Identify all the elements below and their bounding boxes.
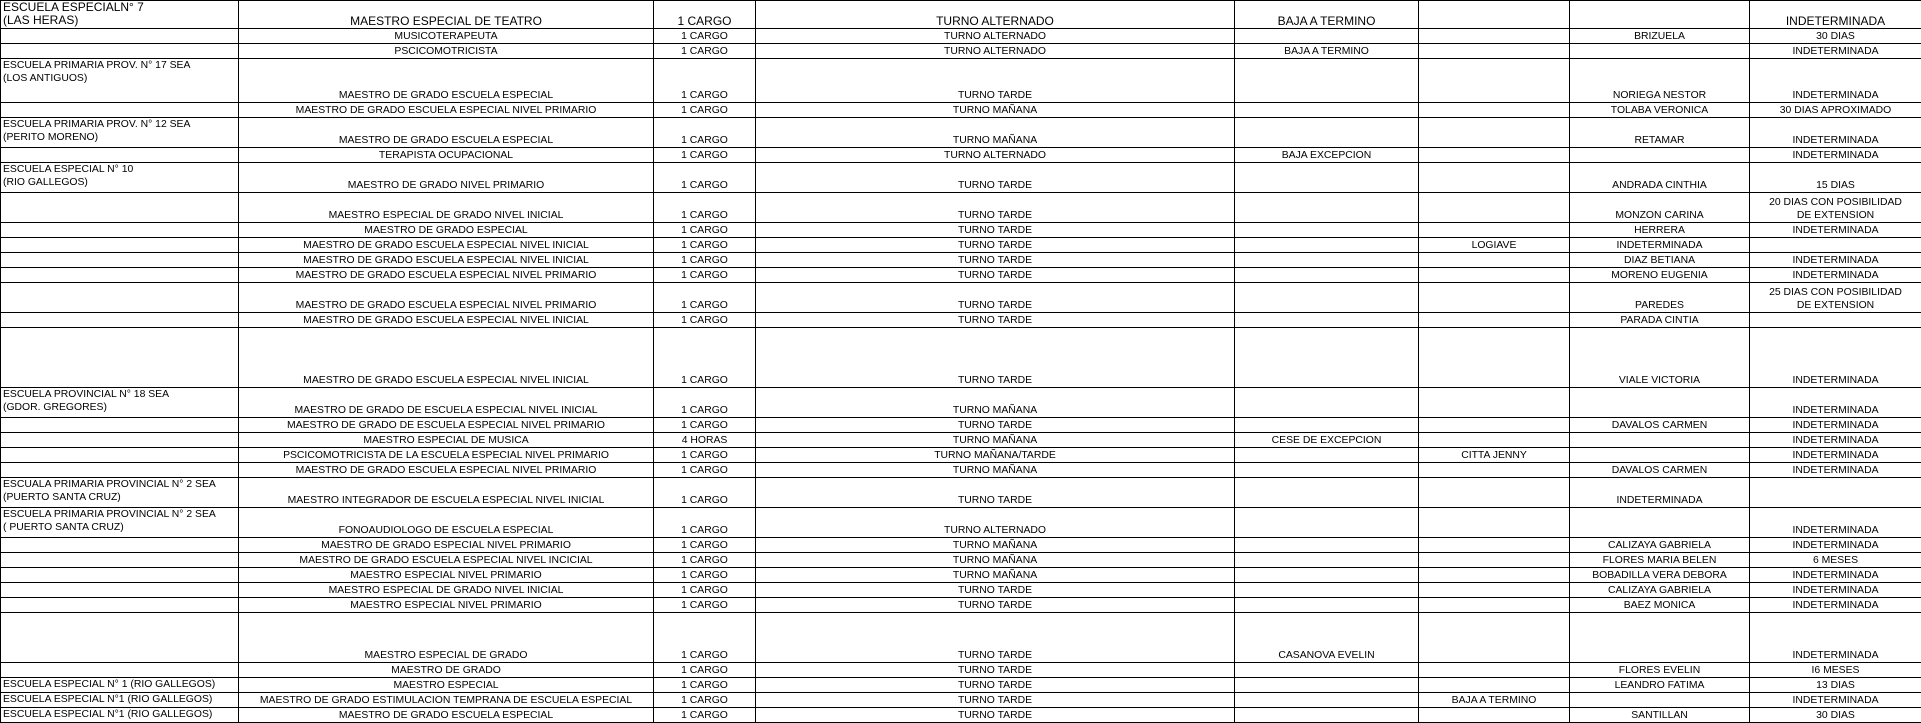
cell-reason[interactable] (1235, 508, 1419, 538)
cell-quantity[interactable]: 1 CARGO (654, 328, 756, 388)
cell-reason[interactable] (1235, 598, 1419, 613)
cell-position[interactable]: MAESTRO DE GRADO DE ESCUELA ESPECIAL NIVEL INICIAL (239, 388, 654, 418)
table-row (1, 508, 1921, 538)
cell-school[interactable] (1, 29, 239, 44)
cell-reason[interactable]: BAJA EXCEPCION (1235, 148, 1419, 163)
cell-duration[interactable]: 20 DIAS CON POSIBILIDAD DE EXTENSION (1750, 193, 1921, 223)
cell-position[interactable]: TERAPISTA OCUPACIONAL (239, 148, 654, 163)
cell-shift[interactable]: TURNO ALTERNADO (756, 1, 1235, 29)
cell-reason[interactable] (1235, 388, 1419, 418)
cell-shift[interactable]: TURNO TARDE (756, 193, 1235, 223)
cell-position[interactable]: MUSICOTERAPEUTA (239, 29, 654, 44)
cell-column-f[interactable] (1419, 418, 1570, 433)
cell-duration[interactable]: INDETERMINADA (1750, 268, 1921, 283)
cell-school[interactable] (1, 538, 239, 553)
cell-duration[interactable]: INDETERMINADA (1750, 448, 1921, 463)
cell-holder[interactable]: CALIZAYA GABRIELA (1570, 538, 1750, 553)
cell-duration[interactable]: INDETERMINADA (1750, 568, 1921, 583)
cell-reason[interactable] (1235, 193, 1419, 223)
table-row (1, 598, 1921, 613)
cell-holder[interactable]: DAVALOS CARMEN (1570, 463, 1750, 478)
cell-column-f[interactable] (1419, 328, 1570, 388)
cell-holder[interactable]: ANDRADA CINTHIA (1570, 163, 1750, 193)
table-row (1, 568, 1921, 583)
cell-quantity[interactable]: 1 CARGO (654, 553, 756, 568)
cell-shift[interactable]: TURNO TARDE (756, 163, 1235, 193)
cell-reason[interactable] (1235, 59, 1419, 103)
cell-reason[interactable]: BAJA A TERMINO (1235, 1, 1419, 29)
cell-quantity[interactable]: 1 CARGO (654, 1, 756, 29)
cell-position[interactable]: MAESTRO ESPECIAL NIVEL PRIMARIO (239, 568, 654, 583)
cell-quantity[interactable]: 1 CARGO (654, 103, 756, 118)
cell-quantity[interactable]: 1 CARGO (654, 478, 756, 508)
cell-quantity[interactable]: 1 CARGO (654, 388, 756, 418)
cell-holder[interactable] (1570, 433, 1750, 448)
cell-shift[interactable]: TURNO ALTERNADO (756, 508, 1235, 538)
cell-quantity[interactable]: 1 CARGO (654, 148, 756, 163)
cell-position[interactable]: MAESTRO DE GRADO ESCUELA ESPECIAL NIVEL PRIMARIO (239, 103, 654, 118)
cell-position[interactable]: MAESTRO DE GRADO ESCUELA ESPECIAL NIVEL INICIAL (239, 328, 654, 388)
cell-school[interactable] (1, 268, 239, 283)
cell-quantity[interactable]: 1 CARGO (654, 568, 756, 583)
cell-quantity[interactable]: 1 CARGO (654, 29, 756, 44)
cell-shift[interactable]: TURNO TARDE (756, 708, 1235, 723)
cell-reason[interactable] (1235, 418, 1419, 433)
cell-school[interactable] (1, 103, 239, 118)
cell-quantity[interactable]: 1 CARGO (654, 538, 756, 553)
table-row (1, 433, 1921, 448)
cell-duration[interactable]: 13 DIAS (1750, 678, 1921, 693)
cell-holder[interactable]: CALIZAYA GABRIELA (1570, 583, 1750, 598)
cell-shift[interactable]: TURNO MAÑANA (756, 553, 1235, 568)
cell-position[interactable]: MAESTRO DE GRADO ESCUELA ESPECIAL (239, 118, 654, 148)
table-row (1, 118, 1921, 148)
table-row (1, 103, 1921, 118)
cell-shift[interactable]: TURNO MAÑANA (756, 118, 1235, 148)
cell-column-f[interactable] (1419, 193, 1570, 223)
cell-reason[interactable] (1235, 463, 1419, 478)
cell-duration[interactable]: INDETERMINADA (1750, 463, 1921, 478)
cell-holder[interactable]: BRIZUELA (1570, 29, 1750, 44)
cell-quantity[interactable]: 1 CARGO (654, 59, 756, 103)
cell-shift[interactable]: TURNO TARDE (756, 663, 1235, 678)
cell-duration[interactable]: INDETERMINADA (1750, 253, 1921, 268)
cell-reason[interactable] (1235, 328, 1419, 388)
cell-holder[interactable]: RETAMAR (1570, 118, 1750, 148)
cell-column-f[interactable] (1419, 313, 1570, 328)
cell-reason[interactable] (1235, 163, 1419, 193)
cell-quantity[interactable]: 1 CARGO (654, 598, 756, 613)
cell-position[interactable]: MAESTRO ESPECIAL DE TEATRO (239, 1, 654, 29)
table-row (1, 678, 1921, 693)
cell-holder[interactable]: BOBADILLA VERA DEBORA (1570, 568, 1750, 583)
cell-column-f[interactable] (1419, 148, 1570, 163)
cell-school[interactable] (1, 328, 239, 388)
cell-duration[interactable]: INDETERMINADA (1750, 118, 1921, 148)
cell-column-f[interactable] (1419, 388, 1570, 418)
cell-shift[interactable]: TURNO ALTERNADO (756, 148, 1235, 163)
cell-duration[interactable] (1750, 478, 1921, 508)
cell-position[interactable]: MAESTRO DE GRADO ESCUELA ESPECIAL NIVEL PRIMARIO (239, 268, 654, 283)
cell-shift[interactable]: TURNO TARDE (756, 59, 1235, 103)
cell-quantity[interactable]: 1 CARGO (654, 223, 756, 238)
cell-school[interactable] (1, 568, 239, 583)
cell-column-f[interactable] (1419, 478, 1570, 508)
cell-duration[interactable]: 30 DIAS (1750, 29, 1921, 44)
cell-shift[interactable]: TURNO TARDE (756, 238, 1235, 253)
cell-holder[interactable]: TOLABA VERONICA (1570, 103, 1750, 118)
cell-column-f[interactable]: CITTA JENNY (1419, 448, 1570, 463)
cell-column-f[interactable] (1419, 1, 1570, 29)
cell-position[interactable]: MAESTRO DE GRADO (239, 663, 654, 678)
cell-school[interactable] (1, 418, 239, 433)
cell-reason[interactable] (1235, 103, 1419, 118)
cell-reason[interactable] (1235, 538, 1419, 553)
cell-shift[interactable]: TURNO ALTERNADO (756, 29, 1235, 44)
cell-quantity[interactable]: 1 CARGO (654, 418, 756, 433)
cell-position[interactable]: MAESTRO DE GRADO ESCUELA ESPECIAL NIVEL INCICIAL (239, 553, 654, 568)
cell-duration[interactable]: INDETERMINADA (1750, 223, 1921, 238)
cell-duration[interactable]: INDETERMINADA (1750, 538, 1921, 553)
cell-reason[interactable]: CASANOVA EVELIN (1235, 613, 1419, 663)
cell-column-f[interactable] (1419, 583, 1570, 598)
cell-column-f[interactable] (1419, 253, 1570, 268)
cell-quantity[interactable]: 1 CARGO (654, 238, 756, 253)
cell-quantity[interactable]: 1 CARGO (654, 193, 756, 223)
cell-reason[interactable] (1235, 553, 1419, 568)
cell-position[interactable]: MAESTRO ESPECIAL (239, 678, 654, 693)
cell-shift[interactable]: TURNO TARDE (756, 313, 1235, 328)
cell-shift[interactable]: TURNO MAÑANA (756, 388, 1235, 418)
cell-school[interactable] (1, 598, 239, 613)
cell-reason[interactable] (1235, 478, 1419, 508)
cell-reason[interactable] (1235, 223, 1419, 238)
cell-reason[interactable] (1235, 568, 1419, 583)
cell-column-f[interactable] (1419, 103, 1570, 118)
cell-duration[interactable] (1750, 313, 1921, 328)
cell-shift[interactable]: TURNO TARDE (756, 283, 1235, 313)
cell-position[interactable]: MAESTRO INTEGRADOR DE ESCUELA ESPECIAL NIVEL INICIAL (239, 478, 654, 508)
cell-quantity[interactable]: 1 CARGO (654, 613, 756, 663)
cell-position[interactable]: MAESTRO DE GRADO NIVEL PRIMARIO (239, 163, 654, 193)
cell-reason[interactable] (1235, 693, 1419, 708)
cell-holder[interactable] (1570, 1, 1750, 29)
table-row (1, 388, 1921, 418)
cell-shift[interactable]: TURNO TARDE (756, 693, 1235, 708)
cell-school[interactable] (1, 148, 239, 163)
table-row (1, 148, 1921, 163)
cell-quantity[interactable]: 4 HORAS (654, 433, 756, 448)
table-row (1, 163, 1921, 193)
cell-column-f[interactable] (1419, 708, 1570, 723)
cell-holder[interactable]: DIAZ BETIANA (1570, 253, 1750, 268)
cell-school[interactable] (1, 44, 239, 59)
cell-reason[interactable] (1235, 448, 1419, 463)
cell-position[interactable]: MAESTRO DE GRADO ESCUELA ESPECIAL NIVEL INICIAL (239, 313, 654, 328)
cell-duration[interactable]: 30 DIAS (1750, 708, 1921, 723)
cell-school[interactable] (1, 583, 239, 598)
cell-shift[interactable]: TURNO MAÑANA (756, 433, 1235, 448)
cell-column-f[interactable] (1419, 283, 1570, 313)
cell-shift[interactable]: TURNO MAÑANA (756, 103, 1235, 118)
cell-column-f[interactable] (1419, 59, 1570, 103)
cell-school[interactable]: ESCUELA PRIMARIA PROV. N° 17 SEA (LOS ANTIGUOS) (1, 59, 239, 103)
cell-duration[interactable]: 30 DIAS APROXIMADO (1750, 103, 1921, 118)
cell-holder[interactable]: INDETERMINADA (1570, 238, 1750, 253)
cell-quantity[interactable]: 1 CARGO (654, 283, 756, 313)
table-row (1, 448, 1921, 463)
table-row (1, 313, 1921, 328)
cell-school[interactable] (1, 313, 239, 328)
cell-holder[interactable]: MONZON CARINA (1570, 193, 1750, 223)
cell-shift[interactable]: TURNO TARDE (756, 328, 1235, 388)
cell-column-f[interactable] (1419, 678, 1570, 693)
cell-duration[interactable]: INDETERMINADA (1750, 598, 1921, 613)
cell-school[interactable] (1, 253, 239, 268)
cell-school[interactable] (1, 433, 239, 448)
cell-shift[interactable]: TURNO TARDE (756, 478, 1235, 508)
cell-duration[interactable]: INDETERMINADA (1750, 693, 1921, 708)
cell-school[interactable] (1, 283, 239, 313)
table-row (1, 583, 1921, 598)
cell-holder[interactable]: PAREDES (1570, 283, 1750, 313)
cell-shift[interactable]: TURNO TARDE (756, 598, 1235, 613)
cell-reason[interactable] (1235, 708, 1419, 723)
cell-school[interactable]: ESCUELA PRIMARIA PROVINCIAL N° 2 SEA ( PUERTO SANTA CRUZ) (1, 508, 239, 538)
cell-holder[interactable] (1570, 508, 1750, 538)
cell-duration[interactable]: INDETERMINADA (1750, 613, 1921, 663)
cell-duration[interactable]: 25 DIAS CON POSIBILIDAD DE EXTENSION (1750, 283, 1921, 313)
cell-quantity[interactable]: 1 CARGO (654, 708, 756, 723)
cell-quantity[interactable]: 1 CARGO (654, 268, 756, 283)
cell-column-f[interactable] (1419, 163, 1570, 193)
cell-duration[interactable]: I6 MESES (1750, 663, 1921, 678)
cell-shift[interactable]: TURNO MAÑANA/TARDE (756, 448, 1235, 463)
cell-column-f[interactable] (1419, 568, 1570, 583)
cell-column-f[interactable] (1419, 538, 1570, 553)
cell-reason[interactable] (1235, 118, 1419, 148)
cell-holder[interactable]: LEANDRO FATIMA (1570, 678, 1750, 693)
cell-duration[interactable]: 15 DIAS (1750, 163, 1921, 193)
cell-quantity[interactable]: 1 CARGO (654, 678, 756, 693)
cell-school[interactable]: ESCUELA PRIMARIA PROV. N° 12 SEA (PERITO MORENO) (1, 118, 239, 148)
cell-school[interactable] (1, 463, 239, 478)
table-row (1, 238, 1921, 253)
cell-holder[interactable] (1570, 44, 1750, 59)
cell-column-f[interactable] (1419, 508, 1570, 538)
cell-reason[interactable]: BAJA A TERMINO (1235, 44, 1419, 59)
cell-shift[interactable]: TURNO TARDE (756, 613, 1235, 663)
table-row (1, 59, 1921, 103)
cell-school[interactable]: ESCUELA ESPECIAL N° 1 (RIO GALLEGOS) (1, 678, 239, 693)
cell-column-f[interactable]: LOGIAVE (1419, 238, 1570, 253)
table-row (1, 538, 1921, 553)
cell-duration[interactable]: INDETERMINADA (1750, 583, 1921, 598)
cell-reason[interactable] (1235, 268, 1419, 283)
cell-school[interactable]: ESCUALA PRIMARIA PROVINCIAL N° 2 SEA (PUERTO SANTA CRUZ) (1, 478, 239, 508)
cell-quantity[interactable]: 1 CARGO (654, 463, 756, 478)
cell-column-f[interactable] (1419, 433, 1570, 448)
cell-school[interactable]: ESCUELA ESPECIAL N°1 (RIO GALLEGOS) (1, 693, 239, 708)
cell-position[interactable]: MAESTRO DE GRADO ESTIMULACION TEMPRANA DE ESCUELA ESPECIAL (239, 693, 654, 708)
cell-column-f[interactable] (1419, 118, 1570, 148)
cell-school[interactable] (1, 553, 239, 568)
cell-position[interactable]: MAESTRO ESPECIAL DE GRADO NIVEL INICIAL (239, 193, 654, 223)
table-row (1, 418, 1921, 433)
cell-school[interactable] (1, 223, 239, 238)
table-row (1, 44, 1921, 59)
table-row (1, 193, 1921, 223)
cell-reason[interactable] (1235, 583, 1419, 598)
cell-holder[interactable]: FLORES MARIA BELEN (1570, 553, 1750, 568)
cell-position[interactable]: MAESTRO DE GRADO ESCUELA ESPECIAL NIVEL INICIAL (239, 238, 654, 253)
cell-position[interactable]: FONOAUDIOLOGO DE ESCUELA ESPECIAL (239, 508, 654, 538)
cell-duration[interactable]: INDETERMINADA (1750, 148, 1921, 163)
cell-position[interactable]: MAESTRO DE GRADO DE ESCUELA ESPECIAL NIVEL PRIMARIO (239, 418, 654, 433)
cell-school[interactable] (1, 613, 239, 663)
cell-duration[interactable] (1750, 238, 1921, 253)
cell-position[interactable]: PSCICOMOTRICISTA DE LA ESCUELA ESPECIAL NIVEL PRIMARIO (239, 448, 654, 463)
cell-position[interactable]: MAESTRO ESPECIAL DE GRADO (239, 613, 654, 663)
cell-position[interactable]: MAESTRO DE GRADO ESCUELA ESPECIAL NIVEL INICIAL (239, 253, 654, 268)
table-row (1, 478, 1921, 508)
cell-column-f[interactable] (1419, 268, 1570, 283)
cell-duration[interactable]: INDETERMINADA (1750, 44, 1921, 59)
cell-holder[interactable]: VIALE VICTORIA (1570, 328, 1750, 388)
cell-reason[interactable] (1235, 253, 1419, 268)
cell-reason[interactable] (1235, 678, 1419, 693)
cell-column-f[interactable] (1419, 223, 1570, 238)
cell-quantity[interactable]: 1 CARGO (654, 693, 756, 708)
cell-shift[interactable]: TURNO ALTERNADO (756, 44, 1235, 59)
cell-quantity[interactable]: 1 CARGO (654, 508, 756, 538)
cell-quantity[interactable]: 1 CARGO (654, 253, 756, 268)
cell-duration[interactable]: INDETERMINADA (1750, 388, 1921, 418)
cell-school[interactable]: ESCUELA ESPECIAL N° 10 (RIO GALLEGOS) (1, 163, 239, 193)
cell-reason[interactable] (1235, 238, 1419, 253)
cell-quantity[interactable]: 1 CARGO (654, 583, 756, 598)
cell-holder[interactable]: PARADA CINTIA (1570, 313, 1750, 328)
cell-shift[interactable]: TURNO TARDE (756, 223, 1235, 238)
cell-quantity[interactable]: 1 CARGO (654, 448, 756, 463)
cell-shift[interactable]: TURNO MAÑANA (756, 568, 1235, 583)
table-row (1, 29, 1921, 44)
cell-column-f[interactable]: BAJA A TERMINO (1419, 693, 1570, 708)
cell-holder[interactable] (1570, 613, 1750, 663)
cell-school[interactable] (1, 663, 239, 678)
cell-reason[interactable] (1235, 29, 1419, 44)
cell-duration[interactable]: INDETERMINADA (1750, 1, 1921, 29)
cell-duration[interactable]: 6 MESES (1750, 553, 1921, 568)
cell-column-f[interactable] (1419, 663, 1570, 678)
cell-holder[interactable]: NORIEGA NESTOR (1570, 59, 1750, 103)
cell-school[interactable] (1, 238, 239, 253)
cell-shift[interactable]: TURNO TARDE (756, 583, 1235, 598)
table-row (1, 693, 1921, 708)
cell-shift[interactable]: TURNO TARDE (756, 253, 1235, 268)
cell-position[interactable]: MAESTRO DE GRADO ESCUELA ESPECIAL NIVEL PRIMARIO (239, 283, 654, 313)
cell-duration[interactable]: INDETERMINADA (1750, 418, 1921, 433)
cell-position[interactable]: MAESTRO DE GRADO ESCUELA ESPECIAL NIVEL PRIMARIO (239, 463, 654, 478)
cell-duration[interactable]: INDETERMINADA (1750, 433, 1921, 448)
cell-position[interactable]: MAESTRO DE GRADO ESCUELA ESPECIAL (239, 708, 654, 723)
cell-quantity[interactable]: 1 CARGO (654, 118, 756, 148)
cell-duration[interactable]: INDETERMINADA (1750, 508, 1921, 538)
cell-holder[interactable]: BAEZ MONICA (1570, 598, 1750, 613)
cell-column-f[interactable] (1419, 44, 1570, 59)
cell-shift[interactable]: TURNO TARDE (756, 268, 1235, 283)
cell-shift[interactable]: TURNO MAÑANA (756, 463, 1235, 478)
table-row (1, 268, 1921, 283)
cell-school[interactable]: ESCUELA ESPECIALN° 7 (LAS HERAS) (1, 1, 239, 29)
cell-holder[interactable] (1570, 448, 1750, 463)
table-row (1, 223, 1921, 238)
cell-quantity[interactable]: 1 CARGO (654, 663, 756, 678)
cell-reason[interactable] (1235, 283, 1419, 313)
table-row (1, 283, 1921, 313)
cell-holder[interactable]: FLORES EVELIN (1570, 663, 1750, 678)
cell-holder[interactable] (1570, 388, 1750, 418)
cell-column-f[interactable] (1419, 463, 1570, 478)
cell-quantity[interactable]: 1 CARGO (654, 313, 756, 328)
cell-column-f[interactable] (1419, 613, 1570, 663)
cell-shift[interactable]: TURNO TARDE (756, 418, 1235, 433)
cell-position[interactable]: MAESTRO DE GRADO ESPECIAL NIVEL PRIMARIO (239, 538, 654, 553)
cell-quantity[interactable]: 1 CARGO (654, 163, 756, 193)
cell-position[interactable]: MAESTRO ESPECIAL NIVEL PRIMARIO (239, 598, 654, 613)
table-row (1, 613, 1921, 663)
table-row (1, 463, 1921, 478)
cell-holder[interactable]: DAVALOS CARMEN (1570, 418, 1750, 433)
table-row (1, 553, 1921, 568)
cell-position[interactable]: MAESTRO DE GRADO ESCUELA ESPECIAL (239, 59, 654, 103)
cell-position[interactable]: MAESTRO ESPECIAL DE GRADO NIVEL INICIAL (239, 583, 654, 598)
cell-holder[interactable]: HERRERA (1570, 223, 1750, 238)
cell-column-f[interactable] (1419, 553, 1570, 568)
cell-reason[interactable] (1235, 663, 1419, 678)
table-row (1, 663, 1921, 678)
cell-shift[interactable]: TURNO MAÑANA (756, 538, 1235, 553)
spreadsheet-body (1, 1, 1921, 723)
cell-reason[interactable] (1235, 313, 1419, 328)
cell-column-f[interactable] (1419, 598, 1570, 613)
cell-school[interactable]: ESCUELA ESPECIAL N°1 (RIO GALLEGOS) (1, 708, 239, 723)
cell-holder[interactable]: INDETERMINADA (1570, 478, 1750, 508)
cell-position[interactable]: PSCICOMOTRICISTA (239, 44, 654, 59)
cell-duration[interactable]: INDETERMINADA (1750, 59, 1921, 103)
cell-holder[interactable] (1570, 693, 1750, 708)
cell-shift[interactable]: TURNO TARDE (756, 678, 1235, 693)
cell-school[interactable] (1, 448, 239, 463)
cell-position[interactable]: MAESTRO ESPECIAL DE MUSICA (239, 433, 654, 448)
cell-position[interactable]: MAESTRO DE GRADO ESPECIAL (239, 223, 654, 238)
cell-reason[interactable]: CESE DE EXCEPCION (1235, 433, 1419, 448)
cell-quantity[interactable]: 1 CARGO (654, 44, 756, 59)
table-row (1, 708, 1921, 723)
cell-school[interactable]: ESCUELA PROVINCIAL N° 18 SEA (GDOR. GREGORES) (1, 388, 239, 418)
cell-duration[interactable]: INDETERMINADA (1750, 328, 1921, 388)
table-row (1, 328, 1921, 388)
cell-column-f[interactable] (1419, 29, 1570, 44)
cell-holder[interactable]: SANTILLAN (1570, 708, 1750, 723)
table-row (1, 253, 1921, 268)
cell-holder[interactable]: MORENO EUGENIA (1570, 268, 1750, 283)
cell-holder[interactable] (1570, 148, 1750, 163)
cell-school[interactable] (1, 193, 239, 223)
table-row (1, 1, 1921, 29)
